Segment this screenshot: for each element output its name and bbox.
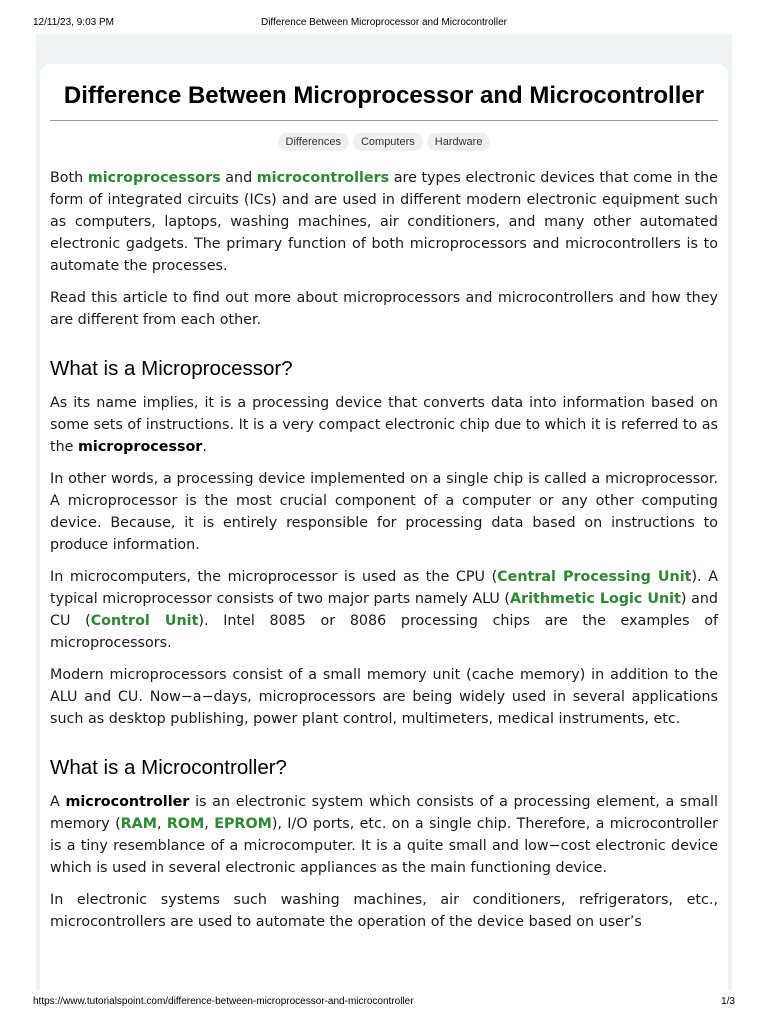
text-run: and [220, 170, 257, 186]
text-run: ), I/O ports, etc. on a single chip. Therefore, a microcontroller is a tiny resemblance of a microcomputer. It is a quite small and low−cost electronic device which is used in several electronic appliances as the main functioning device. [50, 816, 718, 876]
text-run: As its name implies, it is a processing device that converts data into information based on some sets of instructions. It is a very compact electronic chip due to which it is referred to as the [50, 395, 718, 455]
tag-differences[interactable]: Differences [278, 133, 349, 151]
print-header [33, 17, 735, 29]
tag-hardware[interactable]: Hardware [427, 133, 491, 151]
link-eprom[interactable]: EPROM [214, 816, 272, 832]
page-number: 1/3 [721, 996, 735, 1007]
link-microprocessors[interactable]: microprocessors [87, 170, 221, 186]
heading-what-is-microcontroller: What is a Microcontroller? [50, 756, 287, 779]
text-run: are types electronic devices that come in the form of integrated circuits (ICs) and are used in different modern electronic equipment such as computers, laptops, washing machines, air conditioners, and many other automated electronic gadgets. The primary function of both microprocessors and microcontrollers is to automate the processes. [50, 170, 718, 274]
tag-list [50, 133, 718, 151]
microprocessor-paragraph-4: Modern microprocessors consist of a small memory unit (cache memory) in addition to the ALU and CU. Now−a−days, microprocessors are being widely used in several applications such as desktop publishing, power plant control, multimeters, medical instruments, etc. [50, 667, 718, 727]
text-run: , [156, 816, 167, 832]
text-run: ) and CU ( [50, 591, 718, 629]
tag-computers[interactable]: Computers [353, 133, 423, 151]
microprocessor-paragraph-2: In other words, a processing device implemented on a single chip is called a microprocessor. A microprocessor is the most crucial component of a computer or any other computing device. Because, it is entirely responsible for processing data based on instructions to produce information. [50, 471, 718, 553]
text-run: In microcomputers, the microprocessor is used as the CPU ( [50, 569, 498, 585]
microcontroller-paragraph-1 [50, 791, 718, 879]
heading-what-is-microprocessor: What is a Microprocessor? [50, 357, 293, 380]
page-url: https://www.tutorialspoint.com/difference-between-microprocessor-and-microcontroller [33, 996, 414, 1007]
text-run: ). Intel 8085 or 8086 processing chips are the examples of microprocessors. [50, 613, 718, 651]
microcontroller-paragraph-2: In electronic systems such washing machines, air conditioners, refrigerators, etc., microcontrollers are used to automate the operation of the device based on user’s [50, 892, 718, 930]
bold-microcontroller: microcontroller [65, 794, 190, 810]
link-ram[interactable]: RAM [120, 816, 157, 832]
text-run: ). A typical microprocessor consists of two major parts namely ALU ( [50, 569, 718, 607]
intro-paragraph-2: Read this article to find out more about microprocessors and microcontrollers and how they are different from each other. [50, 290, 718, 328]
article-body [50, 167, 718, 933]
microprocessor-paragraph-1 [50, 392, 718, 458]
text-run: , [204, 816, 215, 832]
microprocessor-paragraph-3 [50, 566, 718, 654]
text-run: is an electronic system which consists of a processing element, a small memory ( [50, 794, 719, 832]
link-arithmetic-logic-unit[interactable]: Arithmetic Logic Unit [510, 591, 681, 607]
link-control-unit[interactable]: Control Unit [90, 613, 199, 629]
bold-microprocessor: microprocessor [78, 439, 203, 455]
article-content [50, 64, 718, 943]
title-divider [50, 120, 718, 121]
text-run: . [202, 439, 207, 455]
print-date: 12/11/23, 9:03 PM [33, 17, 114, 28]
text-run: Both [50, 170, 88, 186]
print-footer [33, 996, 735, 1008]
link-microcontrollers[interactable]: microcontrollers [256, 170, 390, 186]
article-card [40, 64, 728, 990]
print-title: Difference Between Microprocessor and Microcontroller [260, 17, 508, 28]
link-central-processing-unit[interactable]: Central Processing Unit [497, 569, 692, 585]
intro-paragraph-1 [50, 167, 718, 277]
text-run: A [50, 794, 66, 810]
page-title: Difference Between Microprocessor and Microcontroller [63, 82, 705, 109]
link-rom[interactable]: ROM [166, 816, 205, 832]
